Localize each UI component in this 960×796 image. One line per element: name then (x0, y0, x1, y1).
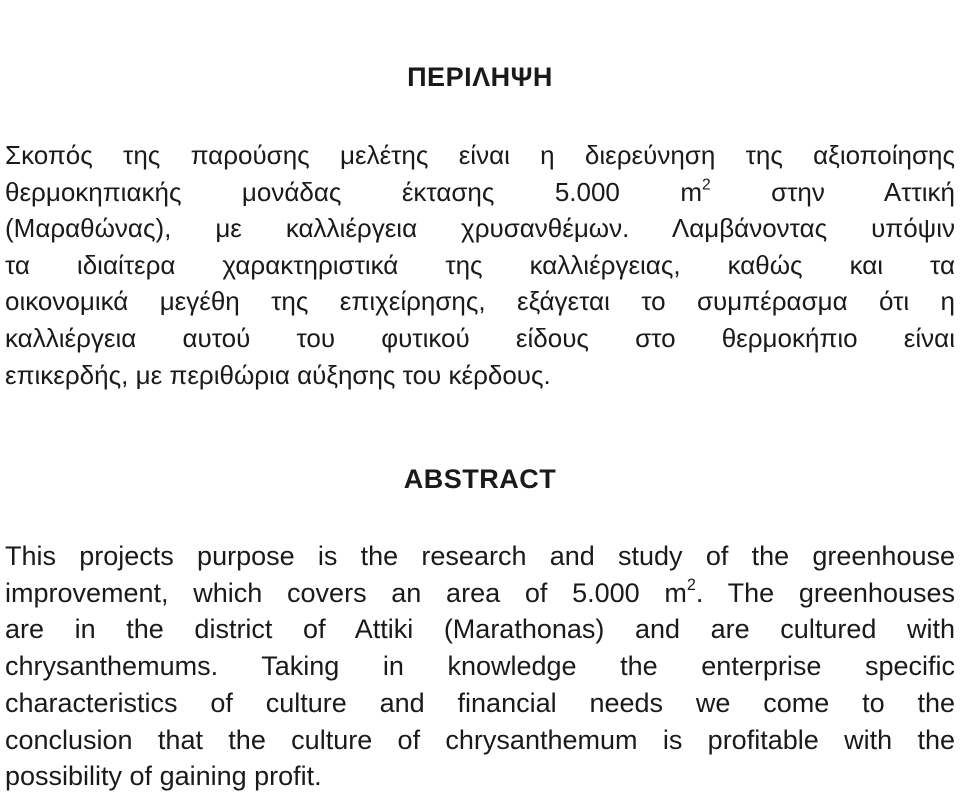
paragraph-line: επικερδής, με περιθώρια αύξησης του κέρδους. (5, 359, 551, 390)
paragraph-line: characteristics of culture and financial needs we come to the (5, 687, 955, 718)
paragraph-line: are in the district of Attiki (Marathonas) and are cultured with (5, 614, 955, 645)
paragraph-line: (Μαραθώνας), με καλλιέργεια χρυσανθέμων. Λαμβάνοντας υπόψιν (5, 213, 955, 244)
paragraph-line: καλλιέργεια αυτού του φυτικού είδους στο θερμοκήπιο είναι (5, 322, 955, 353)
paragraph-line: Σκοπός της παρούσης μελέτης είναι η διερεύνηση της αξιοποίησης (5, 140, 955, 170)
paragraph-line: This projects purpose is the research and study of the greenhouse (5, 541, 955, 571)
text-segment: στην Αττική (771, 176, 955, 207)
paragraph-line: οικονομικά μεγέθη της επιχείρησης, εξάγεται το συμπέρασμα ότι η (5, 286, 955, 317)
greek-abstract-heading: ΠΕΡΙΛΗΨΗ (407, 62, 553, 92)
paragraph-line (5, 174, 955, 211)
paragraph-line: τα ιδιαίτερα χαρακτηριστικά της καλλιέργειας, καθώς και τα (5, 249, 955, 280)
text-segment: . The greenhouses (695, 577, 955, 608)
paragraph-line: possibility of gaining profit. (5, 761, 322, 792)
paragraph-line: conclusion that the culture of chrysanthemum is profitable with the (5, 724, 955, 755)
paragraph-line: chrysanthemums. Taking in knowledge the enterprise specific (5, 651, 955, 682)
text-segment: θερμοκηπιακής μονάδας έκτασης 5.000 m (5, 176, 702, 207)
paragraph-line (5, 575, 955, 612)
greek-abstract-paragraph (5, 137, 955, 393)
superscript: 2 (686, 575, 696, 594)
text-segment: improvement, which covers an area of 5.000 m (5, 577, 687, 608)
english-abstract-heading: ABSTRACT (403, 464, 557, 494)
superscript: 2 (701, 175, 711, 193)
english-abstract-paragraph (5, 538, 955, 795)
